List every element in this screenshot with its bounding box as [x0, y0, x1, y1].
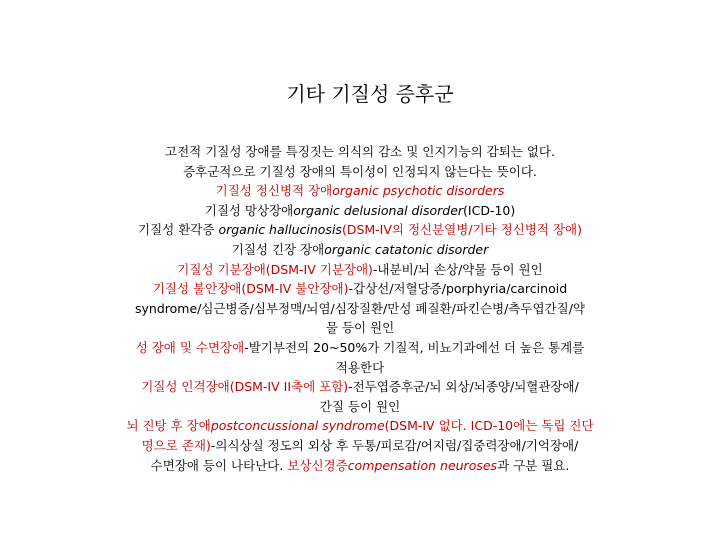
- text-segment: organic psychotic disorders: [332, 183, 505, 199]
- text-segment: 뇌 진탕 후 장애: [126, 418, 211, 434]
- slide-title: 기타 기질성 증후군: [286, 82, 454, 106]
- text-segment: -내분비/뇌 손상/약물 등이 원인: [372, 261, 543, 277]
- text-segment: 물 등이 원인: [325, 320, 395, 336]
- text-segment: -발기부전의 20~50%가 기질적, 비뇨기과에선 더 높은 통계를: [244, 339, 585, 355]
- text-line: [4, 456, 716, 476]
- text-line: [4, 416, 716, 436]
- text-line: [4, 181, 716, 201]
- text-segment: 간질 등이 원인: [319, 398, 401, 414]
- text-line: [4, 397, 716, 417]
- text-segment: -의식상실 정도의 외상 후 두통/피로감/어지럼/집중력장애/기억장애/: [210, 437, 579, 453]
- text-segment: 증후군적으로 기질성 장애의 특이성이 인정되지 않는다는 뜻이다.: [183, 163, 537, 179]
- slide-body-text: [4, 142, 716, 475]
- text-line: [4, 260, 716, 280]
- text-segment: syndrome/심근병증/심부정맥/뇌염/심장질환/만성 폐질환/파킨슨병/측두엽간질/약: [135, 300, 585, 316]
- text-segment: compensation neuroses: [347, 457, 498, 473]
- text-segment: -전두엽증후군/뇌 외상/뇌종양/뇌혈관장애/: [348, 379, 579, 395]
- text-segment: 성 장애 및 수면장애: [135, 339, 245, 355]
- text-line: [4, 436, 716, 456]
- text-line: [4, 338, 716, 358]
- text-segment: organic delusional disorder: [293, 202, 464, 218]
- text-segment: 적용한다: [335, 359, 385, 375]
- text-segment: organic catatonic disorder: [324, 241, 489, 257]
- text-line: [4, 162, 716, 182]
- text-segment: 기질성 긴장 장애: [231, 241, 325, 257]
- text-line: [4, 279, 716, 299]
- text-line: [4, 377, 716, 397]
- text-line: [4, 142, 716, 162]
- text-segment: (DSM-IV 없다. ICD-10에는 독립 진단: [384, 418, 594, 434]
- text-segment: 기질성 기분장애(DSM-IV 기분장애): [177, 261, 373, 277]
- text-segment: 기질성 망상장애: [204, 202, 294, 218]
- text-line: [4, 318, 716, 338]
- text-line: [4, 220, 716, 240]
- text-segment: 기질성 불안장애(DSM-IV 불안장애): [152, 281, 349, 297]
- text-segment: 과 구분 필요.: [497, 457, 570, 473]
- text-segment: 기질성 환각증: [138, 222, 219, 238]
- text-segment: 고전적 기질성 장애를 특징짓는 의식의 감소 및 인지기능의 감퇴는 없다.: [165, 144, 555, 159]
- text-segment: 수면장애 등이 나타난다.: [150, 457, 288, 473]
- text-line: [4, 201, 716, 221]
- text-segment: 기질성 인격장애(DSM-IV II축에 포함): [141, 379, 349, 395]
- text-line: [4, 358, 716, 378]
- text-segment: 보상신경증: [287, 457, 348, 473]
- text-segment: organic hallucinosis: [218, 222, 342, 238]
- text-line: [4, 240, 716, 260]
- text-segment: -갑상선/저혈당증/porphyria/carcinoid: [348, 281, 568, 297]
- text-segment: 명으로 존재): [141, 437, 211, 453]
- text-segment: (DSM-IV의 정신분열병/기타 정신병적 장애): [341, 222, 582, 238]
- text-segment: 기질성 정신병적 장애: [215, 183, 333, 199]
- text-segment: (ICD-10): [463, 202, 516, 218]
- text-segment: postconcussional syndrome: [210, 418, 385, 434]
- text-line: [4, 299, 716, 319]
